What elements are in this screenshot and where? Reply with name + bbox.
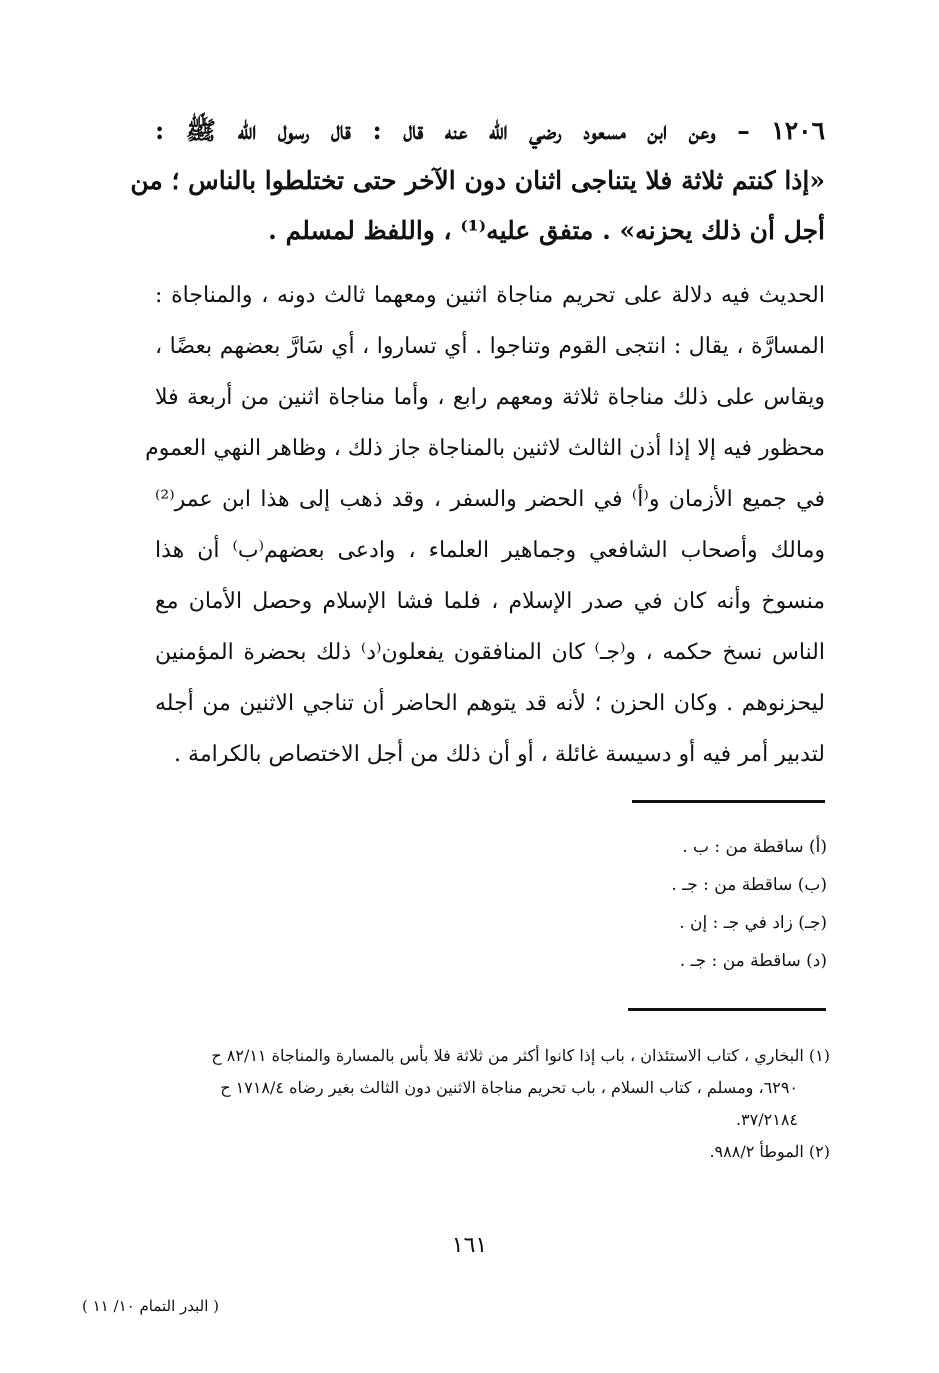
commentary-line: الناس نسخ حكمه ، و⁽جـ⁾ كان المنافقون يفعلون⁽د⁾ ذلك بحضرة المؤمنين — [155, 640, 825, 665]
commentary-line: في جميع الأزمان و⁽أ⁾ في الحضر والسفر ، وقد ذهب إلى هذا ابن عمر⁽²⁾ — [155, 487, 825, 512]
signature-mark: ( البدر التمام ١٠/ ١١ ) — [82, 1297, 220, 1315]
page-number: ١٦١ — [451, 1233, 488, 1258]
hadith-line: ١٢٠٦ – وعن ابن مسعود رضي الله عنه قال : قال رسول الله ﷺ : — [155, 116, 825, 145]
footnote-divider — [632, 800, 825, 803]
commentary-line: المسارَّة ، يقال : انتجى القوم وتناجوا . أي تساروا ، أي سَارَّ بعضهم بعضًا ، — [155, 334, 825, 359]
variant-footnotes — [671, 828, 827, 980]
hadith-text — [130, 106, 825, 256]
footnote-divider — [628, 1008, 826, 1011]
commentary-line: منسوخ وأنه كان في صدر الإسلام ، فلما فشا الإسلام وحصل الأمان مع — [155, 589, 825, 614]
variant-footnote: (ب) ساقطة من : جـ . — [671, 875, 827, 895]
hadith-line: أجل أن ذلك يحزنه» . متفق عليه⁽¹⁾ ، واللفظ لمسلم . — [268, 216, 825, 245]
reference-footnote: ٣٧/٢١٨٤. — [735, 1110, 798, 1129]
commentary-line: محظور فيه إلا إذا أذن الثالث لاثنين بالمناجاة جاز ذلك ، وظاهر النهي العموم — [145, 436, 825, 461]
variant-footnote: (أ) ساقطة من : ب . — [682, 837, 827, 857]
commentary-line: لتدبير أمر فيه أو دسيسة غائلة ، أو أن ذلك من أجل الاختصاص بالكرامة . — [174, 742, 825, 767]
commentary-text — [145, 270, 825, 780]
reference-footnote: (٢) الموطأ ٩٨٨/٢. — [709, 1142, 830, 1161]
hadith-line: «إذا كنتم ثلاثة فلا يتناجى اثنان دون الآخر حتى تختلطوا بالناس ؛ من — [130, 166, 825, 195]
reference-footnote: (١) البخاري ، كتاب الاستئذان ، باب إذا كانوا أكثر من ثلاثة فلا بأس بالمسارة والمناجاة ٨٢/١١ ح — [211, 1046, 830, 1065]
commentary-line: ومالك وأصحاب الشافعي وجماهير العلماء ، وادعى بعضهم⁽ب⁾ أن هذا — [155, 538, 825, 563]
variant-footnote: (جـ) زاد في جـ : إن . — [679, 913, 827, 933]
reference-footnote: ٦٢٩٠، ومسلم ، كتاب السلام ، باب تحريم مناجاة الاثنين دون الثالث بغير رضاه ١٧١٨/٤ ح — [220, 1078, 798, 1097]
commentary-line: ويقاس على ذلك مناجاة ثلاثة ومعهم رابع ، وأما مناجاة اثنين من أربعة فلا — [155, 385, 825, 410]
reference-footnotes — [168, 1040, 830, 1168]
commentary-line: الحديث فيه دلالة على تحريم مناجاة اثنين ومعهما ثالث دونه ، والمناجاة : — [155, 283, 825, 308]
variant-footnote: (د) ساقطة من : جـ . — [679, 951, 827, 971]
commentary-line: ليحزنوهم . وكان الحزن ؛ لأنه قد يتوهم الحاضر أن تناجي الاثنين من أجله — [155, 691, 825, 716]
